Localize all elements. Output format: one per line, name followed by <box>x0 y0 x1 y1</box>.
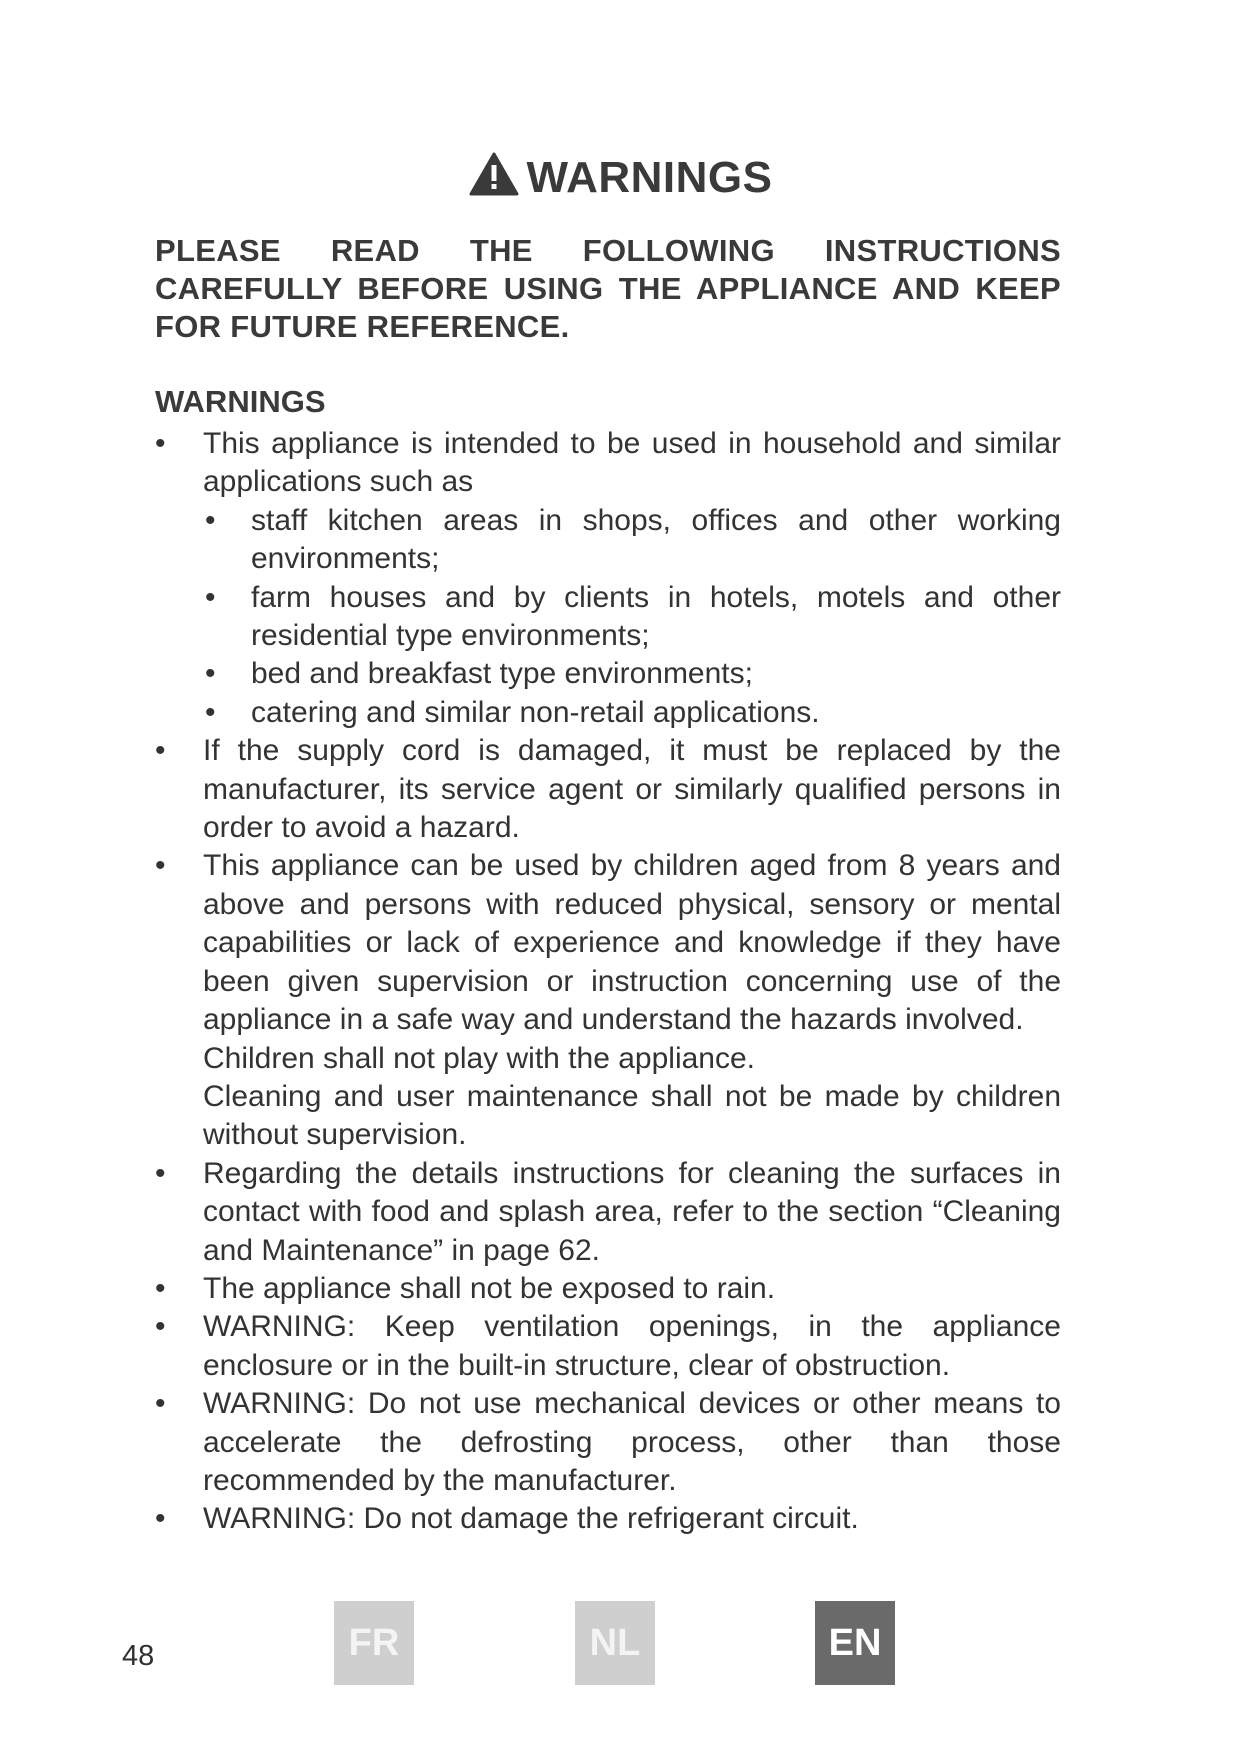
bullet: • <box>205 657 216 691</box>
language-tab-fr[interactable]: FR <box>334 1601 414 1685</box>
page-title-text: WARNINGS <box>526 153 773 202</box>
list-item <box>155 1308 1061 1385</box>
warnings-list <box>155 425 1061 1539</box>
list-item-text: This appliance can be used by children aged from 8 years and above and persons with reduced physical, sensory or mental capabilities or lack of experience and knowledge if they have been given supervision or instruction concerning use of the appliance in a safe way and understand the hazards involved. <box>203 849 1061 1037</box>
bullet: • <box>155 1271 166 1305</box>
bullet: • <box>155 1387 166 1421</box>
sub-list-item-text: staff kitchen areas in shops, offices and other working environments; <box>251 503 1061 576</box>
section-heading: WARNINGS <box>155 384 326 419</box>
list-item-text: Regarding the details instructions for cleaning the surfaces in contact with food and splash area, refer to the section “Cleaning and Maintenance” in page 62. <box>203 1156 1061 1267</box>
sub-list-item <box>203 579 1061 656</box>
list-item <box>155 1155 1061 1270</box>
sub-list-item-text: farm houses and by clients in hotels, motels and other residential type environments; <box>251 580 1061 653</box>
bullet: • <box>155 427 166 460</box>
sub-list <box>203 502 1061 732</box>
warning-triangle-icon <box>469 152 519 207</box>
list-item <box>155 1385 1061 1500</box>
list-item <box>155 732 1061 847</box>
list-item <box>155 1270 1061 1308</box>
bullet: • <box>155 1156 166 1190</box>
sub-list-item <box>203 694 1061 732</box>
language-tab-en[interactable]: EN <box>815 1601 895 1685</box>
page-title <box>0 152 1241 207</box>
bullet: • <box>155 1310 166 1344</box>
list-item <box>155 1500 1061 1538</box>
bullet: • <box>205 695 216 729</box>
intro-instructions: PLEASE READ THE FOLLOWING INSTRUCTIONS CAREFULLY BEFORE USING THE APPLIANCE AND KEEP FOR FUTURE REFERENCE. <box>155 233 1061 344</box>
list-item-text: WARNING: Do not use mechanical devices or other means to accelerate the defrosting process, other than those recommended by the manufacturer. <box>203 1387 1061 1497</box>
bullet: • <box>155 734 166 768</box>
bullet: • <box>155 1502 166 1536</box>
bullet: • <box>205 580 216 614</box>
list-item-text: This appliance is intended to be used in household and similar applications such as <box>203 427 1061 499</box>
bullet: • <box>205 503 216 537</box>
list-item <box>155 847 1061 1154</box>
list-item-text: WARNING: Keep ventilation openings, in the appliance enclosure or in the built-in structure, clear of obstruction. <box>203 1310 1061 1382</box>
list-item-text: The appliance shall not be exposed to rain. <box>203 1271 776 1305</box>
list-item-extra-text: Children shall not play with the appliance. <box>203 1041 755 1075</box>
list-item-extra-text: Cleaning and user maintenance shall not be made by children without supervision. <box>203 1079 1061 1152</box>
page-number: 48 <box>122 1640 155 1672</box>
sub-list-item-text: bed and breakfast type environments; <box>251 657 753 691</box>
list-item-text: WARNING: Do not damage the refrigerant circuit. <box>203 1502 859 1536</box>
language-tab-nl[interactable]: NL <box>575 1601 655 1685</box>
sub-list-item <box>203 655 1061 693</box>
bullet: • <box>155 849 166 883</box>
sub-list-item <box>203 502 1061 579</box>
list-item-text: If the supply cord is damaged, it must be replaced by the manufacturer, its service agent or similarly qualified persons in order to avoid a hazard. <box>203 734 1061 845</box>
list-item <box>155 425 1061 732</box>
sub-list-item-text: catering and similar non-retail applications. <box>251 695 820 729</box>
